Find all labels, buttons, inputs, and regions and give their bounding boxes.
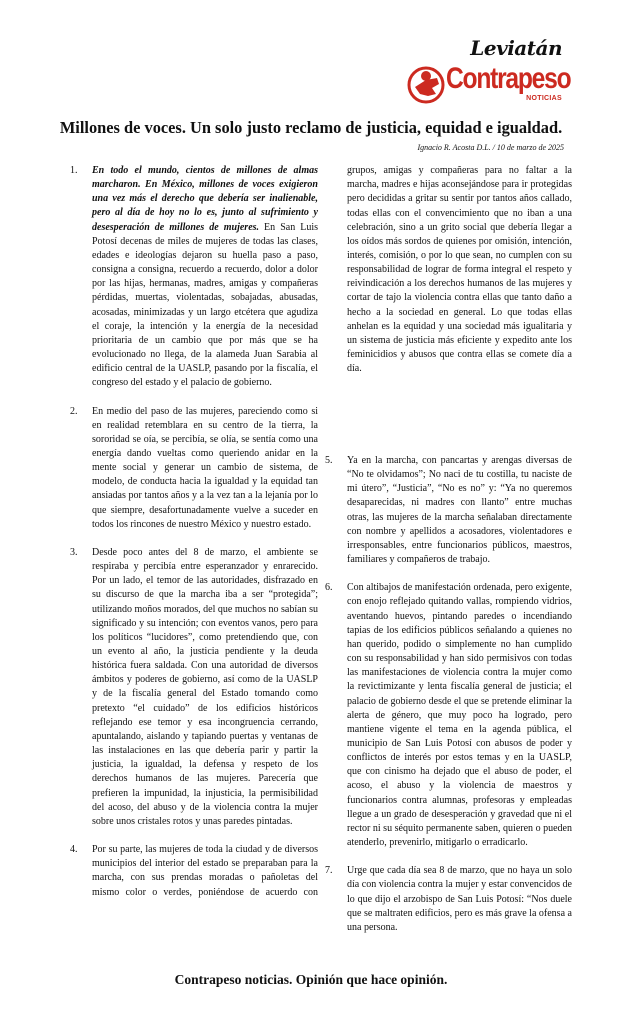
fist-circle-icon bbox=[406, 64, 446, 104]
list-item bbox=[70, 843, 318, 899]
list-item bbox=[325, 864, 572, 935]
item-text: Ya en la marcha, con pancartas y arengas diversas de “No te olvidamos”; No naci de tu costilla, tu naciste de mi útero”, “Justicia”, “No es no” y: “Ya no queremos desaparecidas, ni madres con llanto” entre muchas otras, las mujeres de la marcha señalaban directamente con nombre y apellidos a acosadores, violentadores e irresponsables, entre funcionarios públicos, maestros, familiares y compañeros de trabajo. bbox=[347, 455, 572, 566]
item-number: 2. bbox=[70, 405, 78, 417]
item-number: 3. bbox=[70, 546, 78, 558]
item-number: 5. bbox=[325, 455, 333, 466]
logo-subtitle: NOTICIAS bbox=[526, 95, 562, 102]
item-text: En San Luis Potosí decenas de miles de mujeres de todas las clases, edades e ideologías dejaron su huella paso a paso, consigna a consigna, recuerdo a recuerdo, dolor a dolor por las hijas, hermanas, madres, amigas y compañeras pérdidas, muertas, violentadas, sobajadas, abusadas, acosadas, minimizadas y un largo etcétera que agudiza el coraje, la intención y la energía de la necesidad prioritaria de un cambio que por más que se ha evolucionado no llega, de la alameda Juan Sarabia al edificio central de la UASLP, pasando por la fiscalía, el congreso del estado y el palacio de gobierno. bbox=[92, 221, 318, 389]
item-text: En medio del paso de las mujeres, pareciendo como si en realidad retemblara en su centro de la tierra, la sororidad se oía, se percibía, se olía, se sentía como una energía dando vueltas como queriendo anidar en la mente social y generar un cambio de sistema, de modelo, de conducta hacia la igualdad y la equidad tan ansiadas por tantos años y a la vez tan a la lejanía por lo que siempre, desafortunadamente vuelve a suceder en todos los rincones de nuestro México y nuestro estado. bbox=[92, 405, 318, 530]
item-text: Desde poco antes del 8 de marzo, el ambiente se respiraba y percibía entre esperanzador y enrarecido. Por un lado, el temor de las autoridades, disfrazado en su discurso de que la marcha iba a ser “protegida”; utilizando moños morados, del que muchos no sabían su significado y su intención; con eventos vanos, pero para los políticos “lucidores”, como pretendiendo que, con un evento al año, la justicia pendiente y la deuda histórica fuera saldada. Con una autoridad de diversos ámbitos y poderes de gobierno, así como de la UASLP y de la fiscalía general del Estado tomando como pretexto “el cuidado” de los edificios históricos reflejando ese temor y esa incongruencia cerrando, apuntalando, aislando y tapiando puertas y ventanas de las instalaciones en las que debería parir y partir la justicia, la igualdad, la defensa y respeto de los derechos humanos de las mujeres. Parecería que prefieren la impunidad, la injusticia, la permisibilidad del acoso, del abuso y de la violencia contra la mujer sobre unos cristales rotos y unas paredes pintadas. bbox=[92, 546, 318, 827]
item-lead: En todo el mundo, cientos de millones de almas marcharon. En México, millones de voces exigieron una vez más el derecho que debería ser inalienable, pero al día de hoy no lo es, junto al sufrimiento y desesperación de millones de mujeres. bbox=[92, 165, 318, 233]
item-text: Con altibajos de manifestación ordenada, pero exigente, con enojo reflejado quitando vallas, rompiendo vidrios, aventando huevos, pintando paredes o incendiando tapias de los edificios públicos señalando a quienes no han querido, podido o simplemente no han cumplido con su responsabilidad y han sido permisivos con todas las manifestaciones de violencia contra la mujer como la revictimizante y lenta fiscalía general de justicia; el palacio de gobierno desde el que se pretende eliminar la alerta de género, que muy poco ha logrado, pero mantiene vigente el tema en la agenda pública, el municipio de San Luis Potosí con abusos de poder y conflictos de interés por estos temas y en la UASLP, que con cinismo ha dejado que el abuso de poder, el acoso, el abuso y la violencia de maestros y funcionarios contra alumnas, profesoras y empleadas llegue a un grado de desesperación y gravedad que ni el rector ni su séquito permanente saben, quieren o pueden atenderlo, prevenirlo, mitigarlo o erradicarlo. bbox=[347, 582, 572, 849]
header bbox=[0, 0, 622, 112]
item-number: 7. bbox=[325, 865, 333, 877]
column-right bbox=[325, 164, 572, 935]
item-text: Por su parte, las mujeres de toda la ciudad y de diversos municipios del interior del estado se preparaban para la marcha, con sus prendas moradas o pañoletas del mismo color o verdes, poniéndose de acuerdo con bbox=[92, 844, 318, 898]
list-item bbox=[70, 405, 318, 532]
item-number: 4. bbox=[70, 844, 78, 856]
item-text: Urge que cada día sea 8 de marzo, que no haya un solo día con violencia contra la mujer y estar convencidos de lo que dijo el arzobispo de San Luis Potosí: “Nos duele que se maltraten edificios, pero es más grave la ofensa a una persona. bbox=[347, 865, 572, 933]
logo[interactable] bbox=[406, 62, 571, 106]
item-number: 1. bbox=[70, 165, 78, 176]
list-item bbox=[70, 164, 318, 391]
item-number: 6. bbox=[325, 582, 333, 594]
byline: Ignacio R. Acosta D.L. / 10 de marzo de 2025 bbox=[417, 143, 564, 152]
section-title: Leviatán bbox=[470, 36, 562, 60]
list-item bbox=[325, 581, 572, 850]
article-title: Millones de voces. Un solo justo reclamo de justicia, equidad e igualdad. bbox=[59, 118, 563, 137]
list-item-continued bbox=[325, 164, 572, 434]
item-text-continued: grupos, amigas y compañeras para no faltar a la marcha, madres e hijas aconsejándose para ir protegidas pero decididas a gritar su sentir por tantos años callado, todas ellas con el convencimiento que no iban a una celebración, sino a un grito social que debería llegar a los oídos más sordos de quienes por omisión, intención, interés, comisión, o por lo que sean, no cumplen con su responsabilidad de lograr de forma integral el respeto y reivindicación a los derechos humanos de las mujeres y cortar de tajo la violencia contra ellas que tanto daño a hecho a la sociedad en general. Lo que todas ellas anhelan es la equidad y una sociedad más igualitaria y un sistema de justicia más eficiente y expedito ante los feminicidios y abusos que contra ellas se comete día a día. bbox=[347, 165, 572, 375]
logo-wordmark: Contrapeso bbox=[446, 62, 571, 95]
list-item bbox=[70, 546, 318, 829]
list-item bbox=[325, 454, 572, 567]
footer-tagline: Contrapeso noticias. Opinión que hace opinión. bbox=[174, 972, 448, 987]
column-left bbox=[70, 164, 318, 899]
